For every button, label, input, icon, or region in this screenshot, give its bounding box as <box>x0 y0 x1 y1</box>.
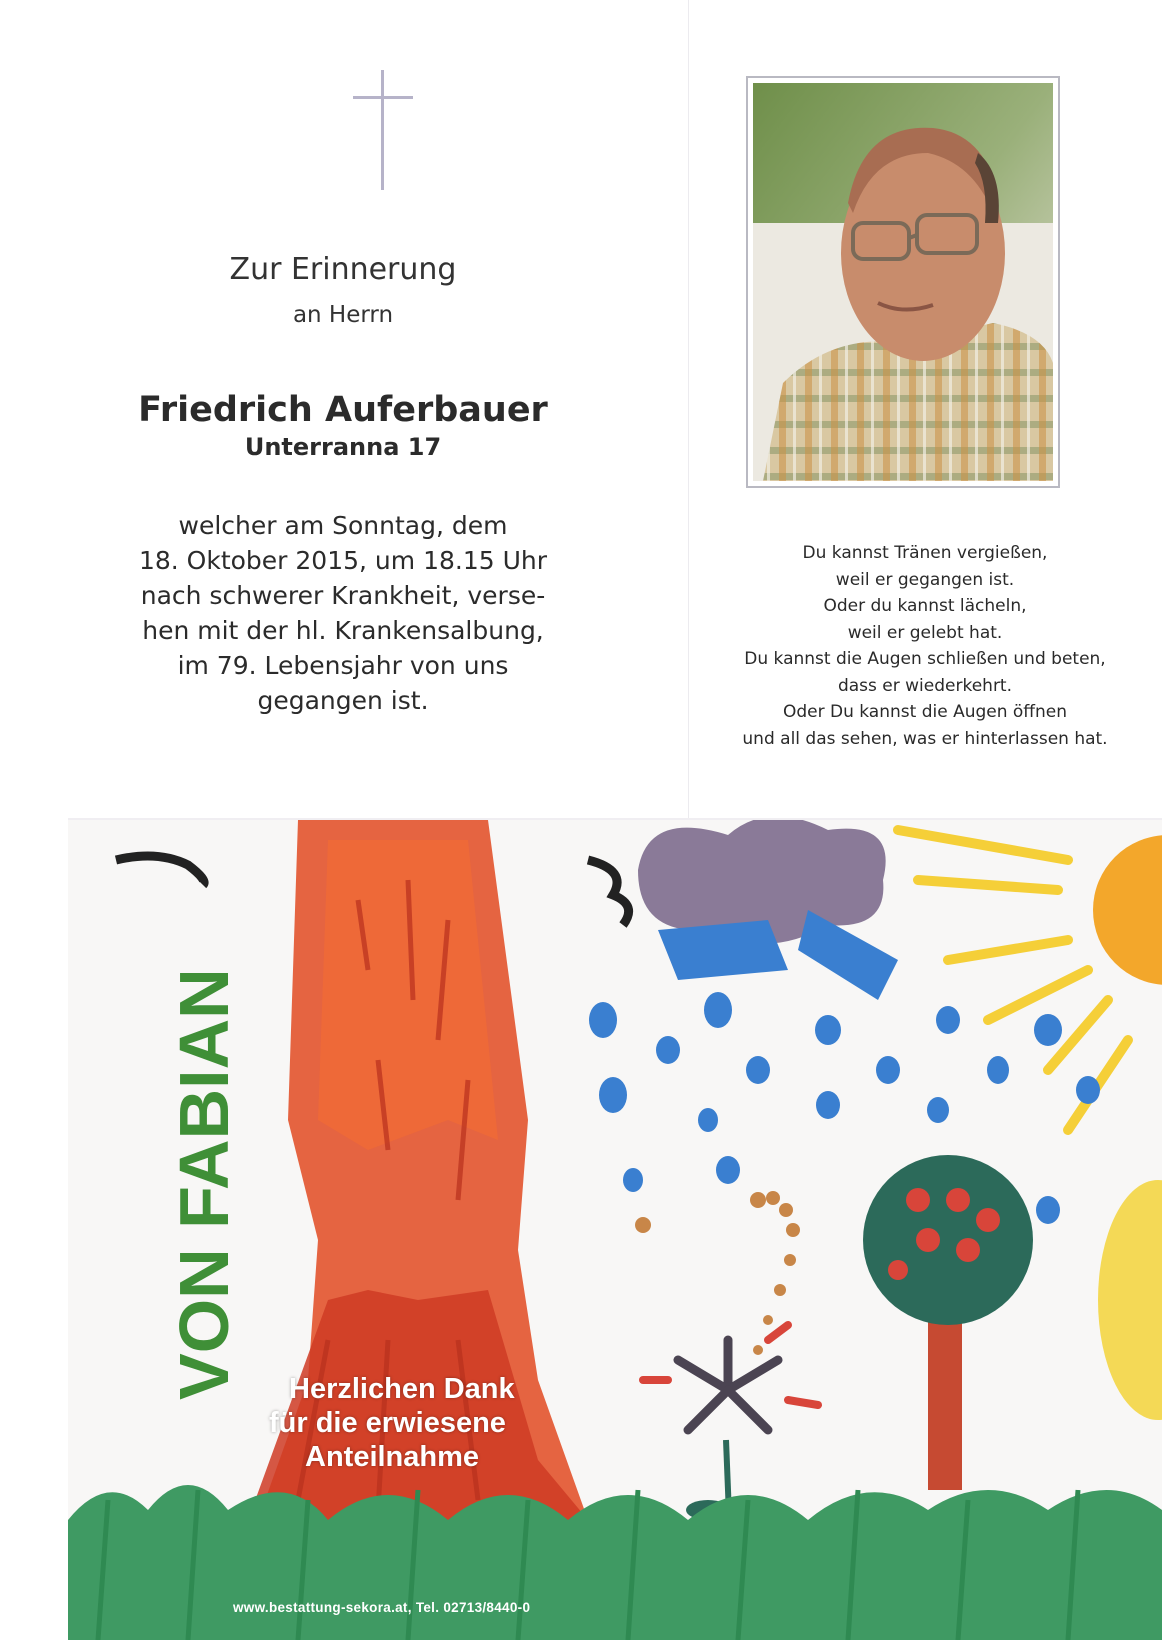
thanks-line: Herzlichen Dank <box>289 1373 515 1405</box>
poem-line: und all das sehen, was er hinterlassen hat. <box>742 728 1108 749</box>
left-panel <box>68 0 618 818</box>
poem-line: weil er gelebt hat. <box>847 622 1003 643</box>
poem-line: Oder Du kannst die Augen öffnen <box>782 702 1068 722</box>
poem-line: dass er wiederkehrt. <box>837 675 1013 696</box>
obituary-line: 18. Oktober 2015, um 18.15 Uhr <box>138 546 548 575</box>
poem-line: Oder du kannst lächeln, <box>823 596 1027 616</box>
obituary-line: nach schwerer Krankheit, verse- <box>140 581 546 610</box>
funeral-home-contact: www.bestattung-sekora.at, Tel. 02713/8440-0 <box>233 1600 531 1615</box>
memorial-heading: Zur Erinnerung <box>229 252 457 287</box>
signature-text: VON FABIAN <box>165 968 243 1400</box>
obituary-text <box>68 508 618 718</box>
portrait-frame <box>746 76 1060 488</box>
poem-line: Du kannst die Augen schließen und beten, <box>744 649 1106 669</box>
deceased-name: Friedrich Auferbauer <box>138 390 548 430</box>
thanks-message <box>203 1372 563 1474</box>
thanks-line: für die erwiesene <box>269 1407 506 1439</box>
poem-line: Du kannst Tränen vergießen, <box>802 543 1048 563</box>
memorial-subheading: an Herrn <box>292 302 394 328</box>
portrait-photo <box>753 83 1053 481</box>
poem <box>688 540 1162 752</box>
obituary-line: welcher am Sonntag, dem <box>178 511 508 540</box>
thanks-line: Anteilnahme <box>305 1441 480 1473</box>
obituary-line: hen mit der hl. Krankensalbung, <box>142 616 544 645</box>
obituary-line: gegangen ist. <box>257 686 429 715</box>
memorial-card <box>68 0 1162 1640</box>
poem-line: weil er gegangen ist. <box>835 569 1015 590</box>
cross-icon <box>353 70 413 200</box>
deceased-address: Unterranna 17 <box>244 433 442 461</box>
obituary-line: im 79. Lebensjahr von uns <box>177 651 509 680</box>
